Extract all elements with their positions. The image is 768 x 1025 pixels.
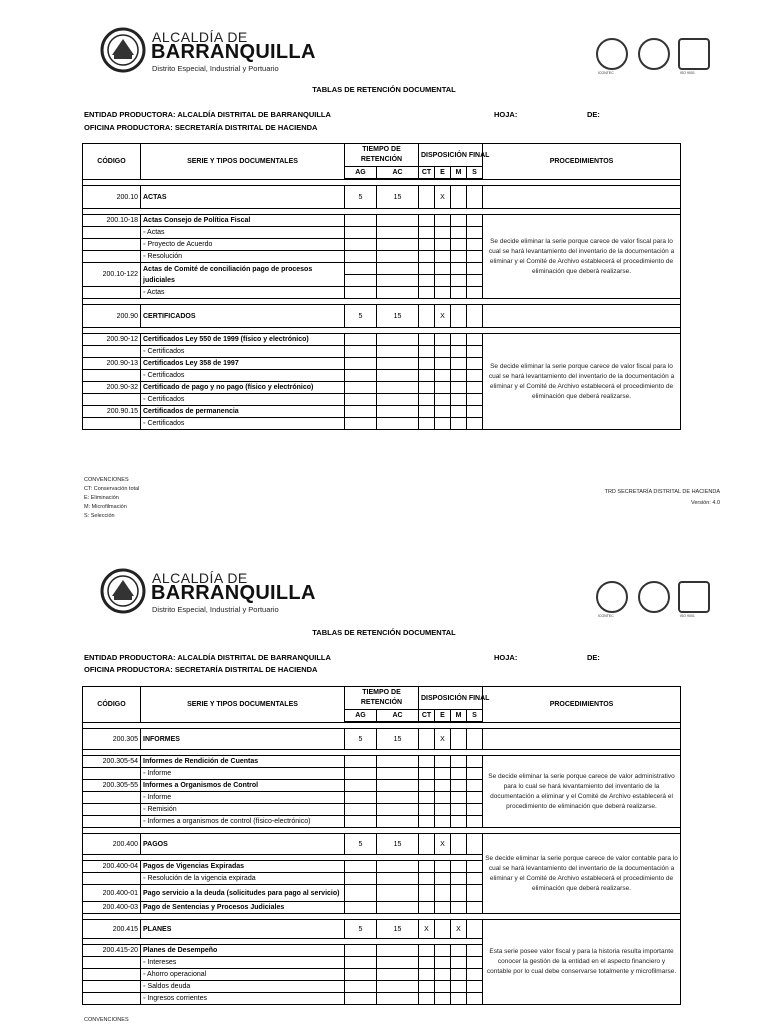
table-row <box>83 834 681 855</box>
subseries-code: 200.400-04 <box>83 861 141 873</box>
conventions-title: CONVENCIONES <box>84 477 129 483</box>
de-label-page-2: DE: <box>587 653 600 662</box>
e-mark: X <box>435 834 451 855</box>
series-code: 200.415 <box>83 920 141 939</box>
convention-m: M: Microfilmación <box>84 504 127 510</box>
header-ct: CT <box>419 167 435 180</box>
subseries-name: Certificados Ley 550 de 1999 (físico y electrónico) <box>141 334 345 346</box>
cert-caption-1: ICONTEC <box>598 71 614 75</box>
subseries-code: 200.10-18 <box>83 215 141 227</box>
ag-value: 5 <box>345 305 377 328</box>
series-code: 200.305 <box>83 729 141 750</box>
procedure-text: Se decide eliminar la serie porque carece de valor fiscal para lo cual se hará levantamiento del inventario de la documentación a eliminar y el Comité de Archivo establecerá el procedimiento de eliminación que deberá realizarse. <box>483 215 681 299</box>
ag-value: 5 <box>345 834 377 855</box>
retention-table-page-1 <box>82 143 681 430</box>
table-row <box>83 215 681 227</box>
document-type: Actas <box>147 229 165 236</box>
logo-line-1: ALCALDÍA DE <box>152 29 248 45</box>
footer-trd: TRD SECRETARÍA DISTRITAL DE HACIENDA <box>604 489 720 495</box>
header-s: S <box>467 167 483 180</box>
city-seal-icon <box>100 568 146 614</box>
colombia-seal-icon <box>638 38 670 70</box>
document-type: Certificados <box>147 420 185 427</box>
series-name: INFORMES <box>141 729 345 750</box>
table-row: ◦ Ahorro operacional <box>83 969 681 981</box>
subseries-code: 200.400-03 <box>83 902 141 914</box>
document-type: Proyecto de Acuerdo <box>147 241 213 248</box>
entidad-productora-page-2: ENTIDAD PRODUCTORA: ALCALDÍA DISTRITAL DE BARRANQUILLA <box>84 653 331 662</box>
table-row: ◦ Resolución <box>83 251 681 263</box>
convention-s: S: Selección <box>84 513 115 519</box>
logo-line-3: Distrito Especial, Industrial y Portuario <box>152 605 279 614</box>
header-ag: AG <box>345 710 377 723</box>
table-row <box>83 756 681 768</box>
header-e: E <box>435 167 451 180</box>
header-codigo: CÓDIGO <box>83 687 141 723</box>
table-row <box>83 186 681 209</box>
subseries-name: Informes de Rendición de Cuentas <box>141 756 345 768</box>
ac-value: 15 <box>377 729 419 750</box>
header-serie: SERIE Y TIPOS DOCUMENTALES <box>141 144 345 180</box>
icontec-seal-icon <box>596 581 628 613</box>
iso-seal-icon <box>678 581 710 613</box>
footer-version: Versión: 4.0 <box>690 500 720 506</box>
logo-line-2: BARRANQUILLA <box>151 582 316 604</box>
document-type: Informe <box>147 794 172 801</box>
subseries-code: 200.10-122 <box>83 263 141 287</box>
page-footer <box>605 487 720 509</box>
table-row: ◦ Proyecto de Acuerdo <box>83 239 681 251</box>
table-row: ◦ Saldos deuda <box>83 981 681 993</box>
retention-table-page-2 <box>82 686 681 1005</box>
e-mark: X <box>435 305 451 328</box>
ct-mark: X <box>419 920 435 939</box>
convention-e: E: Eliminación <box>84 495 119 501</box>
subseries-code: 200.305-54 <box>83 756 141 768</box>
conventions-title-page-2: CONVENCIONES <box>84 1017 129 1023</box>
hoja-label: HOJA: <box>494 110 518 119</box>
subseries-code: 200.305-55 <box>83 780 141 792</box>
header-ag: AG <box>345 167 377 180</box>
document-type: Actas <box>147 289 165 296</box>
table-row: ◦ Informe <box>83 792 681 804</box>
header-disposicion: DISPOSICIÓN FINAL <box>419 687 483 710</box>
series-name: CERTIFICADOS <box>141 305 345 328</box>
e-mark: X <box>435 729 451 750</box>
subseries-code: 200.90.15 <box>83 406 141 418</box>
conventions-legend <box>84 476 139 521</box>
header-ac: AC <box>377 167 419 180</box>
document-type: Certificados <box>147 372 185 379</box>
document-type: Saldos deuda <box>147 983 191 990</box>
e-mark: X <box>435 186 451 209</box>
header-procedimientos: PROCEDIMIENTOS <box>483 687 681 723</box>
subseries-name: Pagos de Vigencias Expiradas <box>141 861 345 873</box>
logo-line-2: BARRANQUILLA <box>151 41 316 63</box>
subseries-name: Certificados Ley 358 de 1997 <box>141 358 345 370</box>
subseries-name: Pago de Sentencias y Procesos Judiciales <box>141 902 345 914</box>
header-tiempo: TIEMPO DE RETENCIÓN <box>345 144 419 167</box>
ag-value: 5 <box>345 186 377 209</box>
table-row: ◦ Certificados <box>83 394 681 406</box>
table-row: ◦ Remisión <box>83 804 681 816</box>
iso-seal-icon <box>678 38 710 70</box>
document-type: Informes a organismos de control (físico-electrónico) <box>147 818 311 825</box>
table-row <box>83 334 681 346</box>
header-ac: AC <box>377 710 419 723</box>
subseries-name: Informes a Organismos de Control <box>141 780 345 792</box>
header-codigo: CÓDIGO <box>83 144 141 180</box>
ac-value: 15 <box>377 920 419 939</box>
series-code: 200.400 <box>83 834 141 855</box>
header-s: S <box>467 710 483 723</box>
ac-value: 15 <box>377 186 419 209</box>
table-row <box>83 920 681 939</box>
oficina-productora: OFICINA PRODUCTORA: SECRETARÍA DISTRITAL DE HACIENDA <box>84 123 318 132</box>
document-type: Certificados <box>147 348 185 355</box>
subseries-name: Planes de Desempeño <box>141 945 345 957</box>
document-type: Informe <box>147 770 172 777</box>
procedure-text: Se decide eliminar la serie porque carece de valor administrativo para lo cual se hará levantamiento del inventario de la documentación a eliminar y el Comité de Archivo establecerá el procedimiento de eliminación que deberá realizarse. <box>483 756 681 828</box>
subseries-code: 200.400-01 <box>83 885 141 902</box>
document-type: Intereses <box>147 959 177 966</box>
city-seal-icon <box>100 27 146 73</box>
icontec-seal-icon <box>596 38 628 70</box>
table-row <box>83 729 681 750</box>
series-name: PLANES <box>141 920 345 939</box>
table-row <box>83 305 681 328</box>
certification-logos <box>596 38 706 78</box>
header-e: E <box>435 710 451 723</box>
cert-caption-2: ISO 9001 <box>680 614 695 618</box>
table-row: ◦ Intereses <box>83 957 681 969</box>
m-mark: X <box>451 920 467 939</box>
ac-value: 15 <box>377 305 419 328</box>
logo-line-3: Distrito Especial, Industrial y Portuario <box>152 64 279 73</box>
ac-value: 15 <box>377 834 419 855</box>
document-type: Resolución de la vigencia expirada <box>147 875 256 882</box>
hoja-label-page-2: HOJA: <box>494 653 518 662</box>
alcaldia-logo-page-2 <box>100 568 316 618</box>
document-type: Resolución <box>147 253 183 260</box>
ag-value: 5 <box>345 920 377 939</box>
table-row: ◦ Certificados <box>83 418 681 430</box>
convention-ct: CT: Conservación total <box>84 486 140 492</box>
table-row: ◦ Informe <box>83 768 681 780</box>
cert-caption-1: ICONTEC <box>598 614 614 618</box>
subseries-code: 200.90-13 <box>83 358 141 370</box>
series-name: ACTAS <box>141 186 345 209</box>
document-type: Ingresos corrientes <box>147 995 207 1002</box>
document-type: Remisión <box>147 806 177 813</box>
table-row: ◦ Resolución de la vigencia expirada <box>83 873 681 885</box>
procedure-text: Esta serie posee valor fiscal y para la historia resulta importante conocer la gestión de la entidad en el aspecto financiero y contable por lo cual debe conservarse totalmente y microfilmarse. <box>483 920 681 1005</box>
entidad-productora: ENTIDAD PRODUCTORA: ALCALDÍA DISTRITAL DE BARRANQUILLA <box>84 110 331 119</box>
series-code: 200.10 <box>83 186 141 209</box>
subseries-name: Pago servicio a la deuda (solicitudes para pago al servicio) <box>141 885 345 902</box>
subseries-code: 200.90-32 <box>83 382 141 394</box>
logo-line-1: ALCALDÍA DE <box>152 570 248 586</box>
document-type: Certificados <box>147 396 185 403</box>
table-row: ◦ Certificados <box>83 370 681 382</box>
subseries-name: Certificados de permanencia <box>141 406 345 418</box>
oficina-productora-page-2: OFICINA PRODUCTORA: SECRETARÍA DISTRITAL DE HACIENDA <box>84 665 318 674</box>
ag-value: 5 <box>345 729 377 750</box>
procedure-text: Se decide eliminar la serie porque carece de valor fiscal para lo cual se hará levantamiento del inventario de la documentación a eliminar y el Comité de Archivo establecerá el procedimiento de eliminación que deberá realizarse. <box>483 334 681 430</box>
cert-caption-2: ISO 9001 <box>680 71 695 75</box>
table-row: ◦ Ingresos corrientes <box>83 993 681 1005</box>
table-row: ◦ Certificados <box>83 346 681 358</box>
table-row: ◦ Actas <box>83 227 681 239</box>
document-title: TABLAS DE RETENCIÓN DOCUMENTAL <box>312 85 456 94</box>
alcaldia-logo <box>100 27 316 77</box>
header-tiempo: TIEMPO DE RETENCIÓN <box>345 687 419 710</box>
header-m: M <box>451 710 467 723</box>
header-m: M <box>451 167 467 180</box>
header-serie: SERIE Y TIPOS DOCUMENTALES <box>141 687 345 723</box>
subseries-name: Certificado de pago y no pago (físico y electrónico) <box>141 382 345 394</box>
subseries-name: Actas Consejo de Política Fiscal <box>141 215 345 227</box>
table-row: ◦ Informes a organismos de control (físico-electrónico) <box>83 816 681 828</box>
header-ct: CT <box>419 710 435 723</box>
subseries-code: 200.90-12 <box>83 334 141 346</box>
certification-logos-page-2 <box>596 581 706 621</box>
subseries-name: Actas de Comité de conciliación pago de procesos judiciales <box>141 263 345 287</box>
de-label: DE: <box>587 110 600 119</box>
procedure-text: Se decide eliminar la serie porque carece de valor contable para lo cual se hará levantamiento del inventario de la documentación a eliminar y el Comité de Archivo establecerá el procedimiento de eliminación que deberá realizarse. <box>483 834 681 914</box>
table-row: ◦ Actas <box>83 287 681 299</box>
document-title-page-2: TABLAS DE RETENCIÓN DOCUMENTAL <box>312 628 456 637</box>
colombia-seal-icon <box>638 581 670 613</box>
series-name: PAGOS <box>141 834 345 855</box>
series-code: 200.90 <box>83 305 141 328</box>
subseries-code: 200.415-20 <box>83 945 141 957</box>
header-procedimientos: PROCEDIMIENTOS <box>483 144 681 180</box>
header-disposicion: DISPOSICIÓN FINAL <box>419 144 483 167</box>
document-type: Ahorro operacional <box>147 971 207 978</box>
